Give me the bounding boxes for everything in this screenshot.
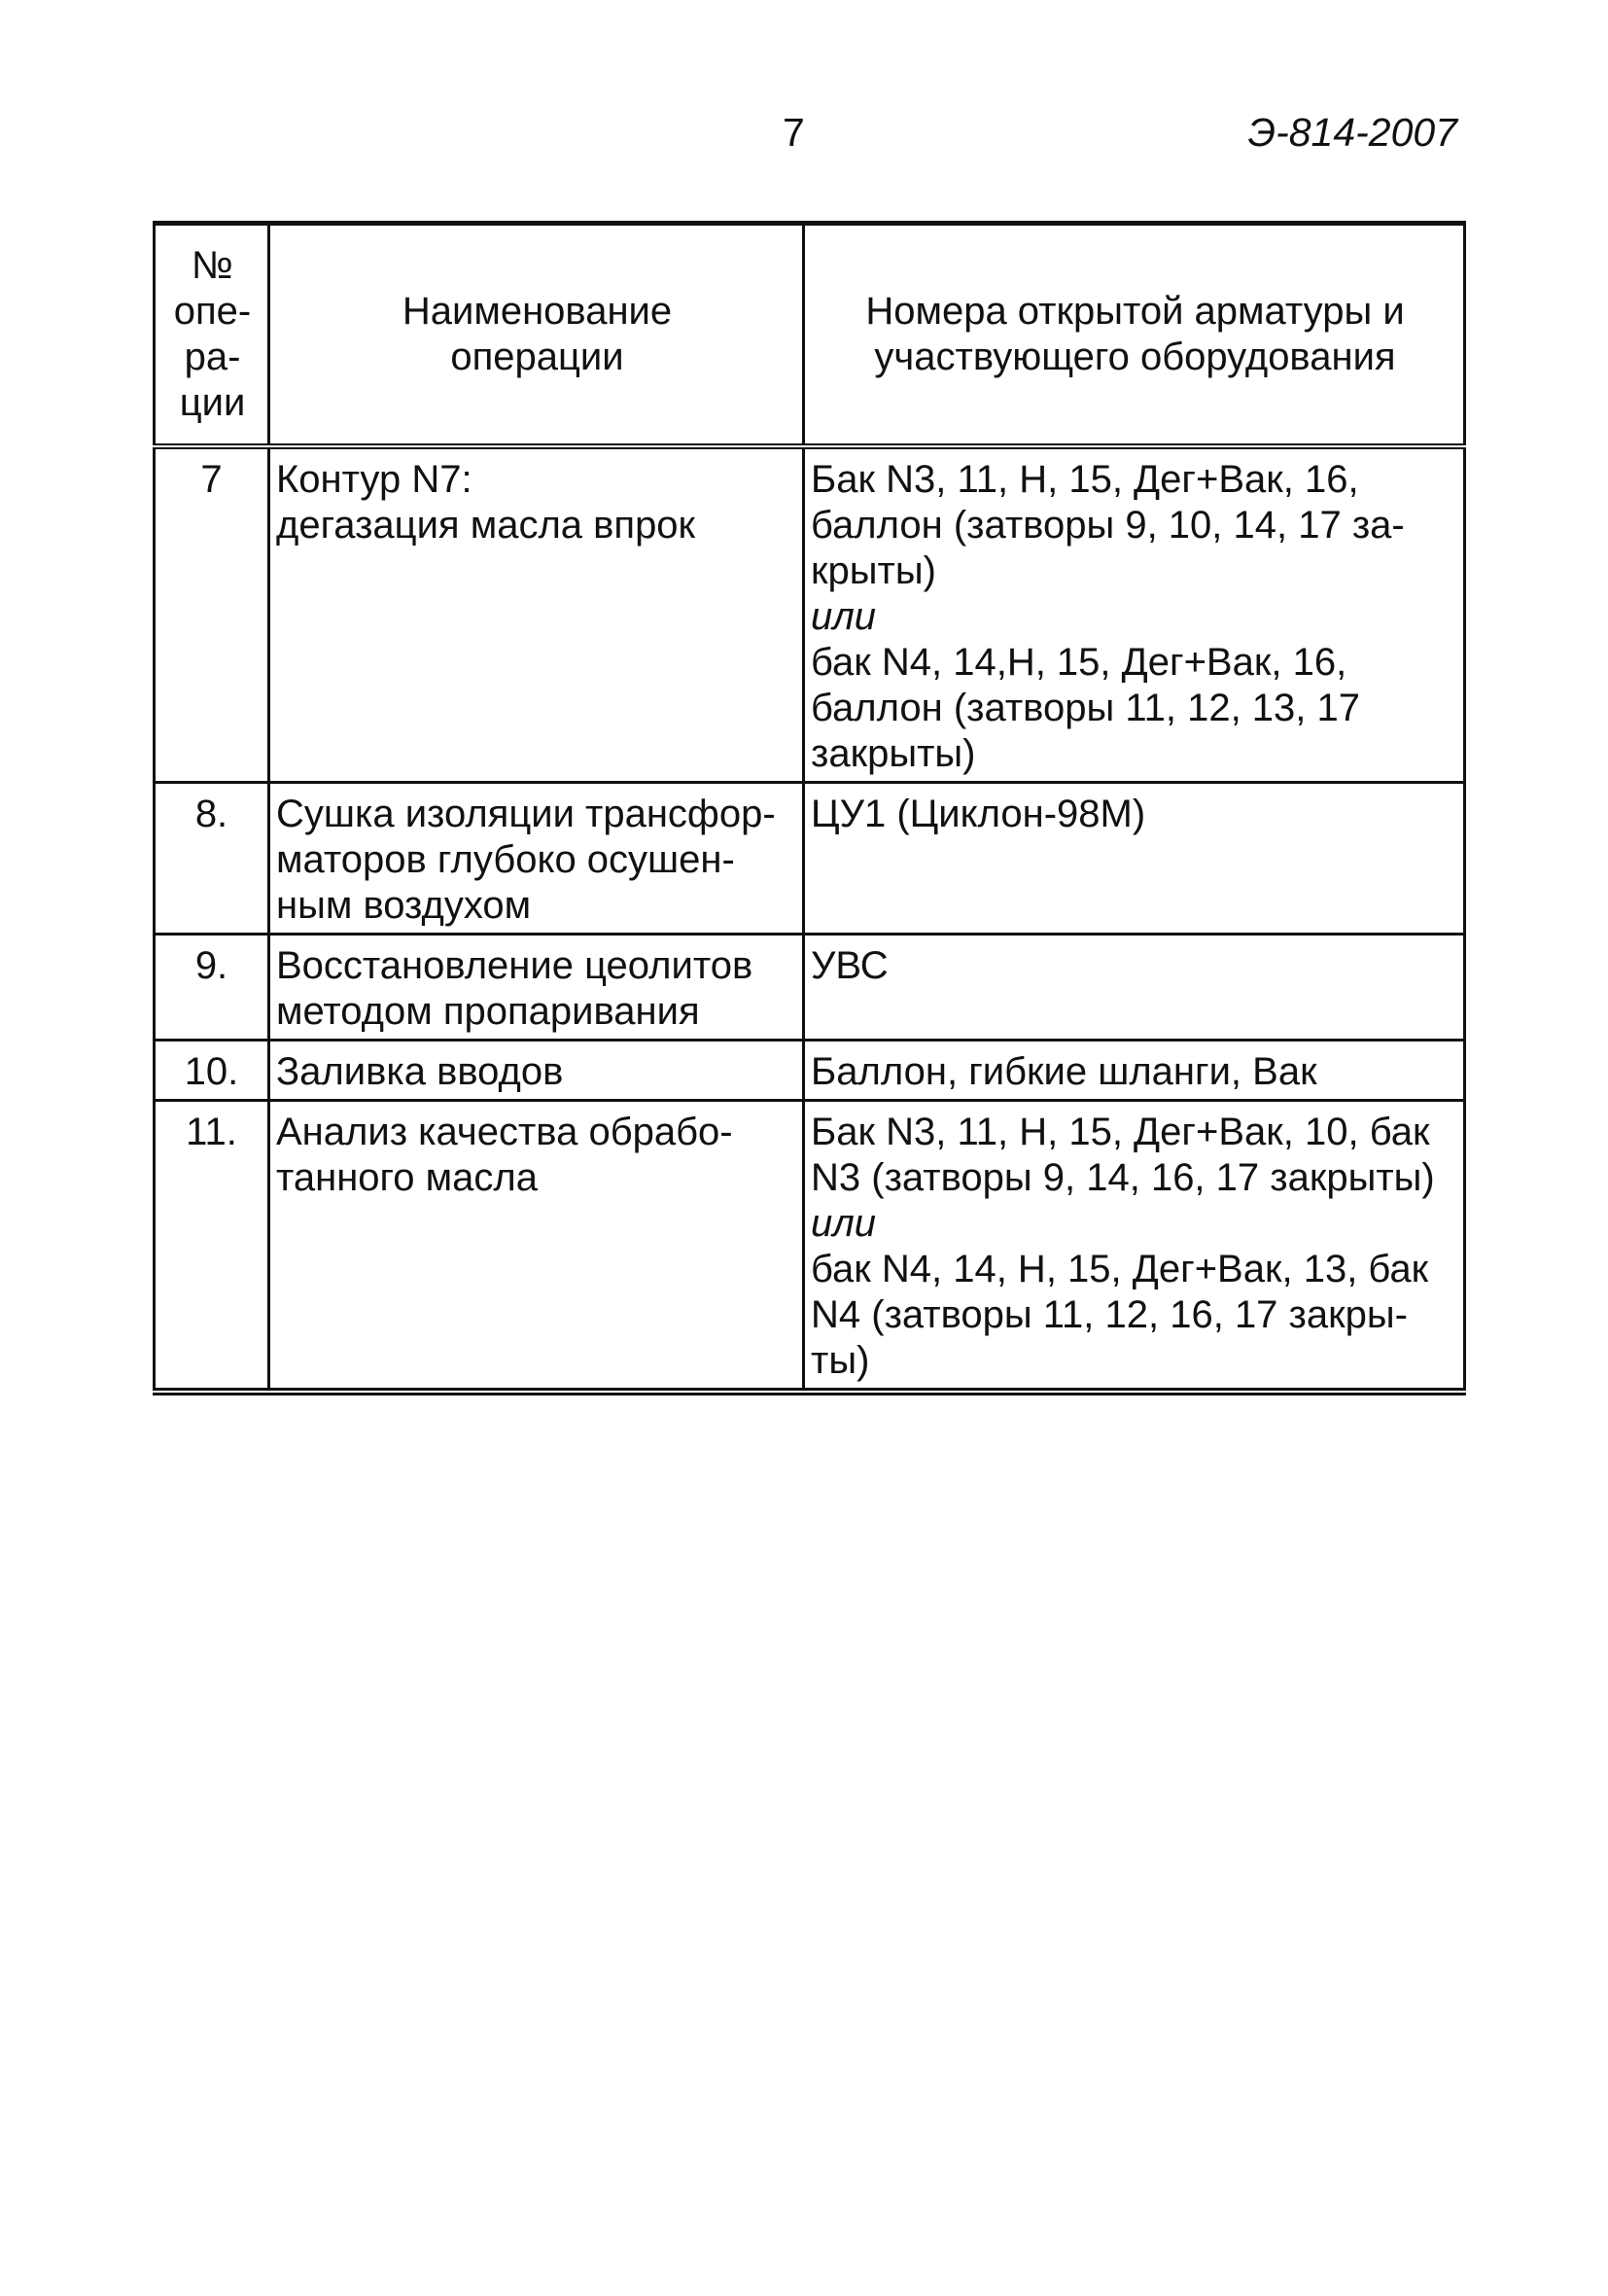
equipment-line: ты) bbox=[811, 1339, 870, 1382]
operation-name-cell bbox=[269, 935, 804, 1041]
operation-number-cell: 8. bbox=[155, 783, 269, 935]
table-row bbox=[155, 783, 1465, 935]
table-row bbox=[155, 1041, 1465, 1101]
alternative-separator: или bbox=[811, 595, 877, 638]
operation-number-cell: 9. bbox=[155, 935, 269, 1041]
equipment-line: бак N4, 14,Н, 15, Дег+Вак, 16, bbox=[811, 641, 1347, 684]
header-text-line: участвующего оборудования bbox=[874, 336, 1396, 378]
table-header-row bbox=[155, 224, 1465, 447]
operation-name-line: Восстановление цеолитов bbox=[276, 944, 753, 987]
header-operation-name bbox=[269, 224, 804, 447]
operation-name-line: маторов глубоко осушен- bbox=[276, 838, 735, 881]
equipment-line: УВС bbox=[811, 944, 889, 987]
operation-number-cell: 11. bbox=[155, 1101, 269, 1393]
operation-name-line: Заливка вводов bbox=[276, 1050, 564, 1093]
alternative-separator: или bbox=[811, 1202, 877, 1245]
header-text-line: № bbox=[192, 244, 233, 287]
equipment-line: баллон (затворы 9, 10, 14, 17 за- bbox=[811, 504, 1405, 547]
header-text-line: ции bbox=[179, 381, 246, 424]
equipment-line: Баллон, гибкие шланги, Вак bbox=[811, 1050, 1317, 1093]
page-number: 7 bbox=[783, 110, 805, 155]
equipment-cell bbox=[804, 1101, 1465, 1393]
operation-name-line: Контур N7: bbox=[276, 458, 472, 501]
header-operation-number bbox=[155, 224, 269, 447]
equipment-line: Бак N3, 11, Н, 15, Дег+Вак, 16, bbox=[811, 458, 1359, 501]
equipment-cell bbox=[804, 1041, 1465, 1101]
operation-name-cell bbox=[269, 446, 804, 783]
table-row bbox=[155, 1101, 1465, 1393]
operation-name-line: дегазация масла впрок bbox=[276, 504, 696, 547]
document-code: Э-814-2007 bbox=[1247, 110, 1457, 155]
operation-name-line: Анализ качества обрабо- bbox=[276, 1111, 733, 1153]
equipment-line: крыты) bbox=[811, 549, 936, 592]
operations-table bbox=[153, 221, 1466, 1395]
operation-number-cell: 10. bbox=[155, 1041, 269, 1101]
operation-name-line: танного масла bbox=[276, 1156, 538, 1199]
equipment-cell bbox=[804, 783, 1465, 935]
equipment-line: N3 (затворы 9, 14, 16, 17 закрыты) bbox=[811, 1156, 1435, 1199]
table-header bbox=[155, 224, 1465, 447]
header-equipment bbox=[804, 224, 1465, 447]
header-text-line: ра- bbox=[184, 336, 241, 378]
equipment-cell bbox=[804, 935, 1465, 1041]
table-body bbox=[155, 446, 1465, 1392]
operation-name-line: методом пропаривания bbox=[276, 990, 700, 1033]
equipment-line: закрыты) bbox=[811, 732, 976, 775]
operation-name-cell bbox=[269, 1101, 804, 1393]
header-text-line: Номера открытой арматуры и bbox=[865, 290, 1405, 333]
header-text-line: Наименование bbox=[402, 290, 673, 333]
operation-name-line: ным воздухом bbox=[276, 884, 532, 927]
operations-table-container bbox=[153, 221, 1463, 1395]
table-row bbox=[155, 446, 1465, 783]
operation-number-cell: 7 bbox=[155, 446, 269, 783]
operation-name-line: Сушка изоляции трансфор- bbox=[276, 793, 776, 835]
operation-name-cell bbox=[269, 1041, 804, 1101]
equipment-cell bbox=[804, 446, 1465, 783]
equipment-line: бак N4, 14, Н, 15, Дег+Вак, 13, бак bbox=[811, 1248, 1429, 1290]
equipment-line: ЦУ1 (Циклон-98М) bbox=[811, 793, 1146, 835]
table-row bbox=[155, 935, 1465, 1041]
header-text-line: опе- bbox=[173, 290, 252, 333]
operation-name-cell bbox=[269, 783, 804, 935]
header-text-line: операции bbox=[450, 336, 624, 378]
equipment-line: N4 (затворы 11, 12, 16, 17 закры- bbox=[811, 1293, 1408, 1336]
equipment-line: баллон (затворы 11, 12, 13, 17 bbox=[811, 687, 1360, 729]
equipment-line: Бак N3, 11, Н, 15, Дег+Вак, 10, бак bbox=[811, 1111, 1430, 1153]
